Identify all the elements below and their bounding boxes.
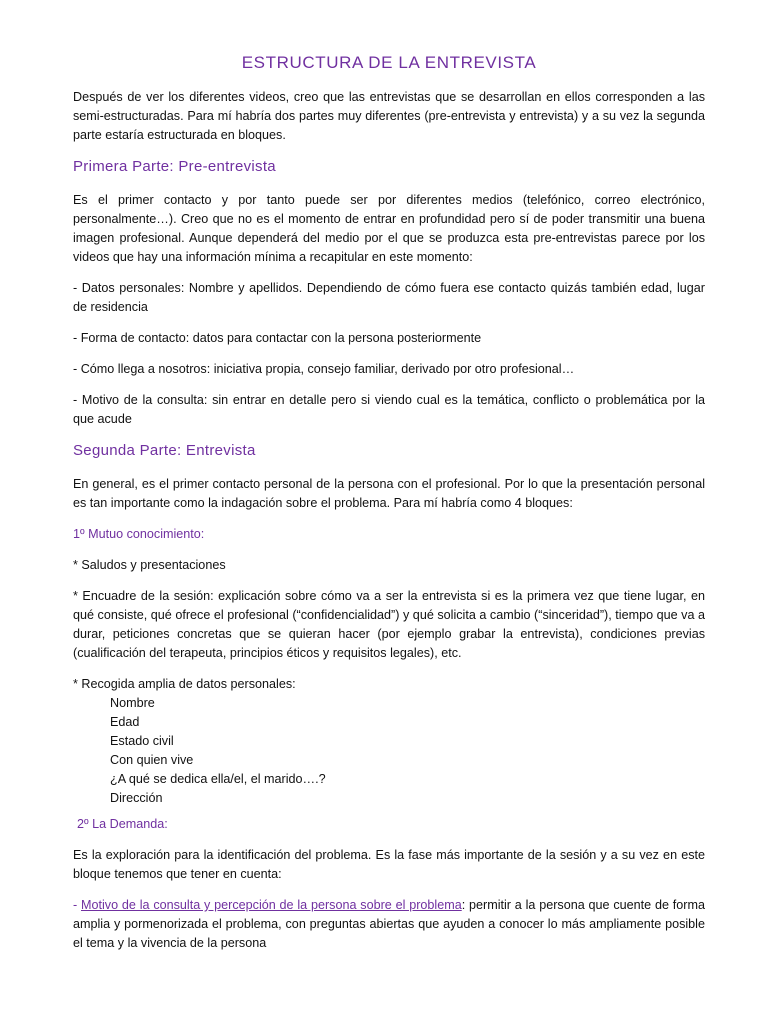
part1-intro: Es el primer contacto y por tanto puede ser por diferentes medios (telefónico, correo electrónico, personalmente…). Creo que no es el momento de entrar en profundidad pero sí de poder transmitir una buena imagen profesional. Aunque dependerá del medio por el que se produzca esta pre-entrevistas parece por los videos que hay una información mínima a recapitular en este momento: xyxy=(73,193,705,264)
part1-item: - Forma de contacto: datos para contactar con la persona posteriormente xyxy=(73,331,482,345)
item-text: : permitir a la persona que cuente de forma amplia y pormenorizada el problema, con preguntas abiertas que ayuden a conocer lo más ampliamente posible el tema y la vivencia de la persona xyxy=(73,898,705,950)
block1-data-heading: * Recogida amplia de datos personales: xyxy=(73,677,296,691)
block2-intro: Es la exploración para la identificación del problema. Es la fase más importante de la sesión y a su vez en este bloque tenemos que tener en cuenta: xyxy=(73,848,705,881)
part1-item: - Datos personales: Nombre y apellidos. Dependiendo de cómo fuera ese contacto quizás también edad, lugar de residencia xyxy=(73,281,705,314)
intro-paragraph: Después de ver los diferentes videos, creo que las entrevistas que se desarrollan en ellos corresponden a las semi-estructuradas. Para mí habría dos partes muy diferentes (pre-entrevista y entrevista) y a su vez la segunda parte estaría estructurada en bloques. xyxy=(73,90,705,142)
block1-framing: * Encuadre de la sesión: explicación sobre cómo va a ser la entrevista si es la primera vez que tiene lugar, en qué consiste, qué ofrece el profesional (“confidencialidad”) y qué solicita a cambio (“sinceridad”), tiempo que va a durar, peticiones concretas que se quieran hacer (por ejemplo grabar la entrevista), condiciones previas (cualificación del terapeuta, principios éticos y requisitos legales), etc. xyxy=(73,589,705,660)
list-item: Con quien vive xyxy=(110,753,194,767)
consultation-reason-link[interactable]: Motivo de la consulta y percepción de la persona sobre el problema xyxy=(81,898,462,912)
list-item: Edad xyxy=(110,715,140,729)
part1-item: - Motivo de la consulta: sin entrar en detalle pero si viendo cual es la temática, conflicto o problemática por la que acude xyxy=(73,393,705,426)
part2-intro: En general, es el primer contacto personal de la persona con el profesional. Por lo que la presentación personal es tan importante como la indagación sobre el problema. Para mí habría como 4 bloques: xyxy=(73,477,705,510)
personal-data-list xyxy=(110,694,705,808)
item-prefix: - xyxy=(73,898,81,912)
list-item: Nombre xyxy=(110,696,155,710)
list-item: Estado civil xyxy=(110,734,174,748)
block2-heading: 2º La Demanda: xyxy=(77,817,168,831)
part1-item: - Cómo llega a nosotros: iniciativa propia, consejo familiar, derivado por otro profesional… xyxy=(73,362,575,376)
block1-greeting: * Saludos y presentaciones xyxy=(73,558,226,572)
part1-heading: Primera Parte: Pre-entrevista xyxy=(73,158,276,175)
part2-heading: Segunda Parte: Entrevista xyxy=(73,442,256,459)
list-item: ¿A qué se dedica ella/el, el marido….? xyxy=(110,772,326,786)
block1-heading: 1º Mutuo conocimiento: xyxy=(73,527,205,541)
list-item: Dirección xyxy=(110,791,163,805)
document-title: ESTRUCTURA DE LA ENTREVISTA xyxy=(241,53,537,72)
block2-item xyxy=(73,896,705,953)
document-page xyxy=(73,52,705,965)
